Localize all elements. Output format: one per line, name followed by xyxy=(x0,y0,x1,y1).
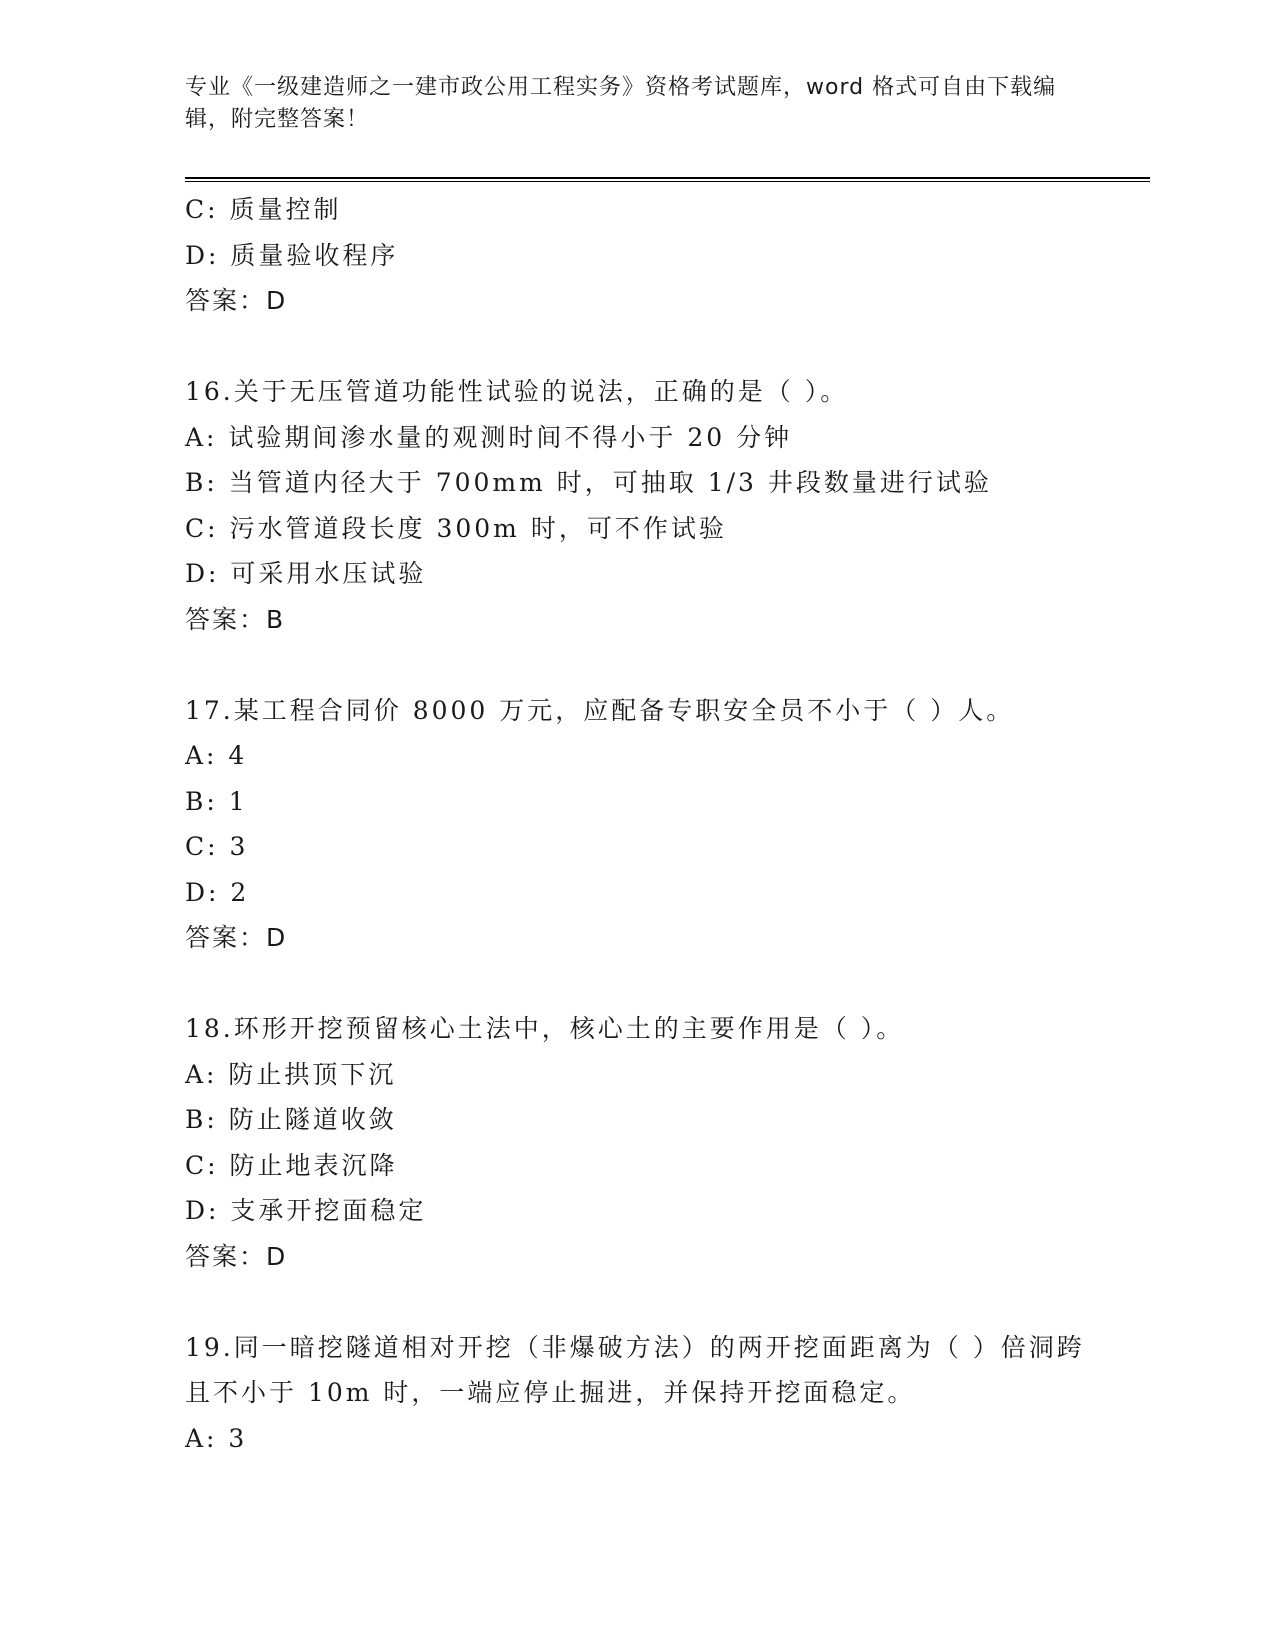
option-d: D: 2 xyxy=(185,877,250,907)
question-stem: 19.同一暗挖隧道相对开挖（非爆破方法）的两开挖面距离为（ ）倍洞跨且不小于 10m 时，一端应停止掘进，并保持开挖面稳定。 xyxy=(185,1332,1085,1407)
option-c: C: 污水管道段长度 300m 时，可不作试验 xyxy=(185,513,727,543)
spacer xyxy=(185,961,1085,1007)
option-a: A: 防止拱顶下沉 xyxy=(185,1059,397,1089)
spacer xyxy=(185,1279,1085,1325)
spacer xyxy=(185,324,1085,370)
answer-line: 答案：D xyxy=(185,923,288,952)
header-divider-thick xyxy=(185,177,1150,179)
answer-line: 答案：D xyxy=(185,1241,288,1271)
header-divider-thin xyxy=(185,181,1150,182)
question-content xyxy=(185,187,1085,1461)
option-d: D: 可采用水压试验 xyxy=(185,559,427,588)
option-a: A: 3 xyxy=(185,1423,248,1453)
option-d: D: 质量验收程序 xyxy=(185,240,399,270)
document-header: 专业《一级建造师之一建市政公用工程实务》资格考试题库，word 格式可自由下载编辑，附完整答案！ xyxy=(185,75,1057,132)
option-a: A: 试验期间渗水量的观测时间不得小于 20 分钟 xyxy=(185,422,793,452)
question-stem: 16.关于无压管道功能性试验的说法，正确的是（ ）。 xyxy=(185,377,849,406)
answer-line: 答案：D xyxy=(185,286,288,315)
option-a: A: 4 xyxy=(185,741,248,770)
spacer xyxy=(185,642,1085,688)
option-c: C: 3 xyxy=(185,832,249,861)
option-d: D: 支承开挖面稳定 xyxy=(185,1196,427,1225)
option-c: C: 质量控制 xyxy=(185,195,342,224)
question-stem: 18.环形开挖预留核心土法中，核心土的主要作用是（ ）。 xyxy=(185,1014,905,1043)
option-b: B: 1 xyxy=(185,786,248,816)
question-stem: 17.某工程合同价 8000 万元，应配备专职安全员不小于（ ）人。 xyxy=(185,695,1015,725)
option-b: B: 当管道内径大于 700mm 时，可抽取 1/3 井段数量进行试验 xyxy=(185,468,992,497)
option-c: C: 防止地表沉降 xyxy=(185,1150,398,1180)
answer-line: 答案：B xyxy=(185,604,286,634)
option-b: B: 防止隧道收敛 xyxy=(185,1105,397,1134)
